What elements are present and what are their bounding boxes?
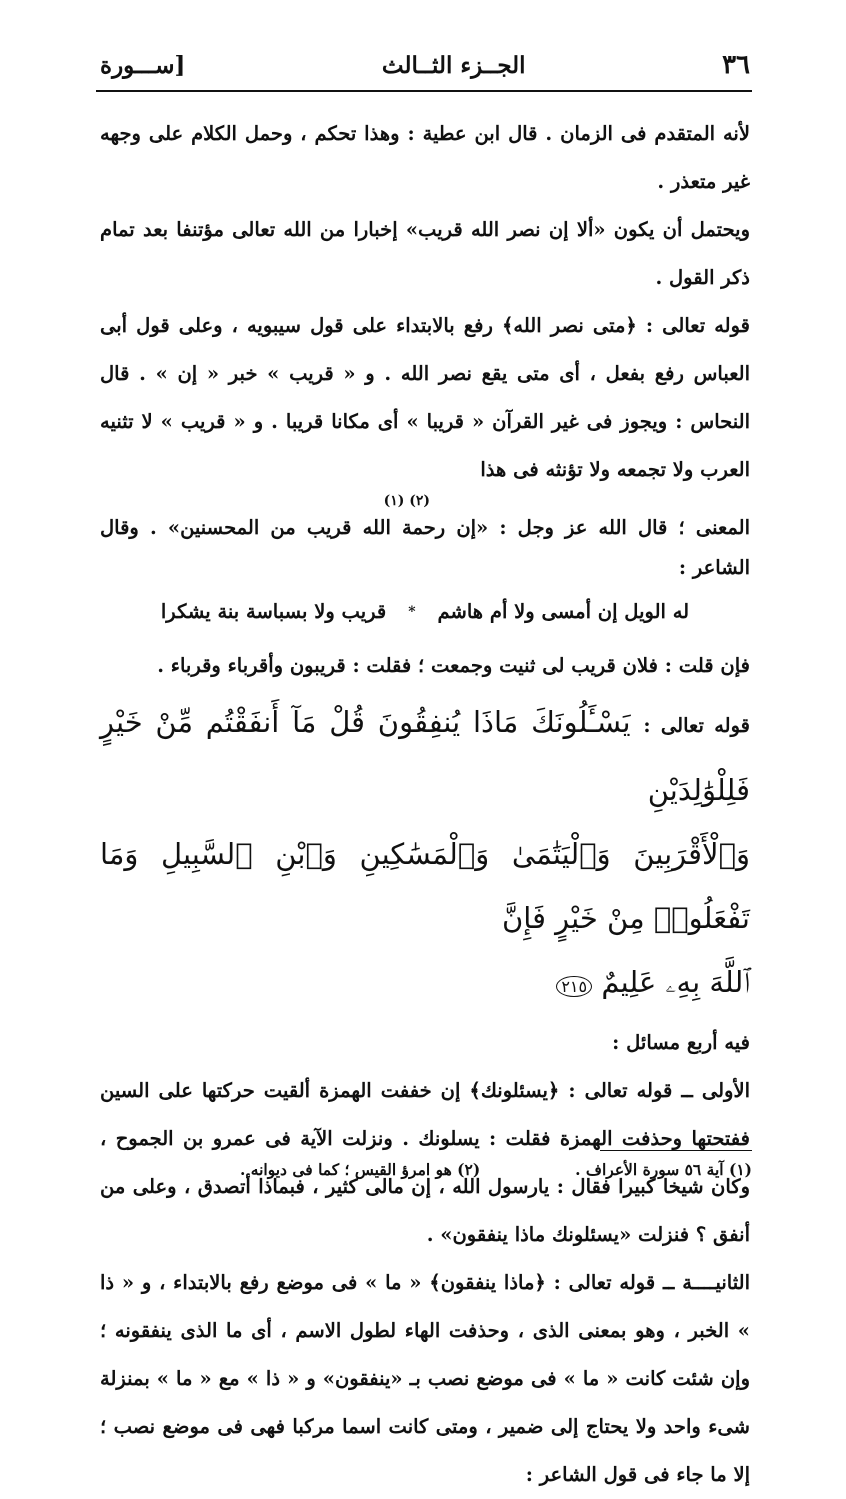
header-divider — [96, 90, 752, 92]
paragraph-1: لأنه المتقدم فى الزمان . قال ابن عطية : وهذا تحكم ، وحمل الكلام على وجهه غير متعذر . — [100, 122, 750, 193]
quran-verse-line-3 — [100, 950, 750, 1019]
footnote-marks: (٢) (١) — [383, 493, 430, 509]
quran-verse-line-1 — [100, 690, 750, 822]
page-number: ٣٦ — [722, 50, 750, 80]
verse-text-1: يَسْـَٔلُونَكَ مَاذَا يُنفِقُونَ قُلْ مَآ أَنفَقْتُم مِّنْ خَيْرٍ فَلِلْوَٰلِدَيْنِ — [100, 705, 750, 807]
paragraph-6: فيه أربع مسائل : — [612, 1031, 750, 1054]
paragraph-4: المعنى ؛ قال الله عز وجل : «إن رحمة الله قريب من المحسنين» . وقال الشاعر : — [100, 516, 750, 579]
quran-verse-line-2: وَٱلْأَقْرَبِينَ وَٱلْيَتَٰمَىٰ وَٱلْمَسَٰكِينِ وَٱبْنِ ٱلسَّبِيلِ وَمَا تَفْعَلُوا۟ مِنْ خَيْرٍ فَإِنَّ — [100, 837, 750, 935]
paragraph-2: ويحتمل أن يكون «ألا إن نصر الله قريب» إخبارا من الله تعالى مؤتنفا بعد تمام ذكر القول . — [100, 218, 750, 289]
footnote-2: (٢) هو امرؤ القيس ؛ كما فى ديوانه . — [240, 1160, 481, 1179]
page-body — [100, 110, 750, 1499]
poem-hemistich-right: له الويل إن أمسى ولا أم هاشم — [437, 600, 690, 623]
paragraph-8: الثانيــــة ــ قوله تعالى : ﴿ماذا ينفقون﴾ « ما » فى موضع رفع بالابتداء ، و « ذا » الخبر ، وهو بمعنى الذى ، وحذفت الهاء لطول الاسم ، أى ما الذى ينفقونه ؛ وإن شئت كانت « ما » فى موضع نصب بـ «ينفقون» و « ذا » مع « ما » بمنزلة شىء واحد ولا يحتاج إلى ضمير ، ومتى كانت اسما مركبا فهى فى موضع نصب ؛ إلا ما جاء فى قول الشاعر : — [100, 1271, 750, 1486]
footnotes — [240, 1160, 752, 1179]
poem-separator: * — [408, 604, 416, 620]
poem-hemistich-left: قريب ولا بسباسة بنة يشكرا — [160, 600, 387, 623]
footnote-1: (١) آية ٥٦ سورة الأعراف . — [575, 1160, 752, 1179]
part-title: الجــزء الثــالث — [381, 51, 526, 79]
paragraph-3: قوله تعالى : ﴿متى نصر الله﴾ رفع بالابتداء على قول سيبويه ، وعلى قول أبى العباس رفع بفعل ، أى متى يقع نصر الله . و « قريب » خبر « إن » . قال النحاس : ويجوز فى غير القرآن « قريبا » أى مكانا قريبا . و « قريب » لا تثنيه العرب ولا تجمعه ولا تؤنثه فى هذا — [100, 314, 750, 481]
verse-text-3: ٱللَّهَ بِهِۦ عَلِيمٌ — [601, 965, 750, 999]
page-header — [100, 40, 750, 90]
paragraph-5: فإن قلت : فلان قريب لى ثنيت وجمعت ؛ فقلت : قريبون وأقرباء وقرباء . — [157, 654, 750, 677]
verse-intro: قوله تعالى : — [643, 714, 751, 737]
paragraph-7: الأولى ــ قوله تعالى : ﴿يسئلونك﴾ إن خففت الهمزة ألقيت حركتها على السين ففتحتها وحذفت الهمزة فقلت : يسلونك . ونزلت الآية فى عمرو بن الجموح ، وكان شيخا كبيرا فقال : يارسول الله ، إن مالى كثير ، فبماذا أتصدق ، وعلى من أنفق ؟ فنزلت «يسئلونك ماذا ينفقون» . — [100, 1079, 750, 1246]
surah-label: [ســـورة — [100, 51, 186, 79]
footnote-divider — [600, 1150, 752, 1151]
poem-verse — [100, 588, 750, 636]
ayah-number-marker: ٢١٥ — [556, 976, 592, 997]
